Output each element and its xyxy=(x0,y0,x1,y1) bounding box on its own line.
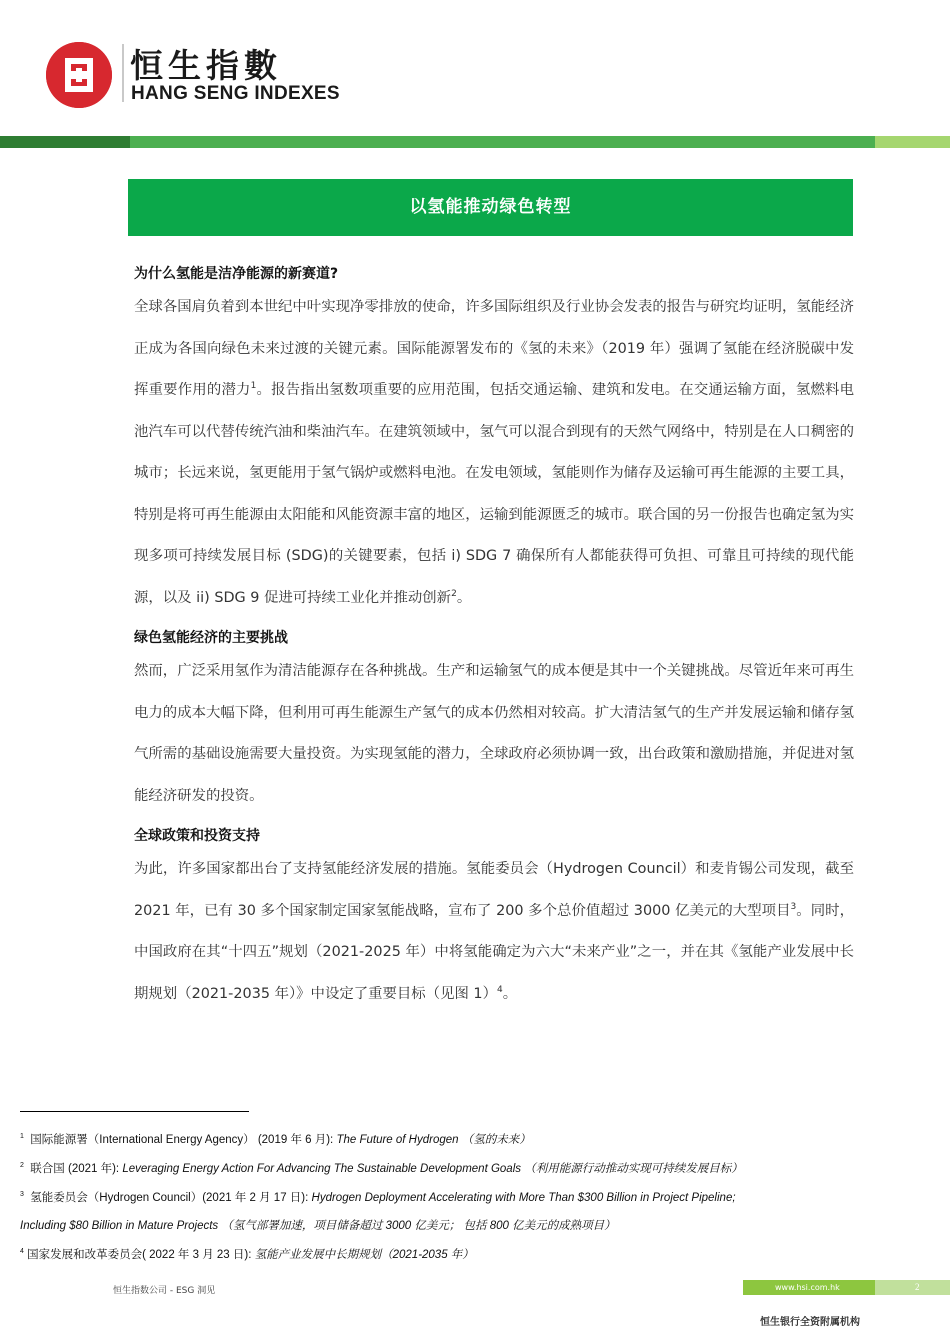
footnote-3: $^3$ 氢能委员会（Hydrogen Council）(2021 年 2 月 17 日): Hydrogen Deployment Accelerating with More Than $300 Billion in Project Pipeline; xyxy=(20,1191,736,1204)
footnote-ref[interactable]: 4 xyxy=(496,984,503,995)
section-heading: 全球政策和投资支持 xyxy=(134,828,260,844)
footer-url-link[interactable]: www.hsi.com.hk xyxy=(743,1280,875,1295)
footnote-2: $^2$ 联合国 (2021 年): Leveraging Energy Action For Advancing The Sustainable Development Goals （利用能源行动推动实现可持续发展目标） xyxy=(20,1162,743,1175)
section-heading: 绿色氢能经济的主要挑战 xyxy=(134,630,288,646)
article-body xyxy=(134,255,854,1015)
footer-affiliation: 恒生银行全资附属机构 xyxy=(760,1317,860,1328)
hang-seng-logo-icon xyxy=(46,42,112,108)
section-paragraph: 全球各国肩负着到本世纪中叶实现净零排放的使命，许多国际组织及行业协会发表的报告与研究均证明，氢能经济正成为各国向绿色未来过渡的关键元素。国际能源署发布的《氢的未来》（2019 年）强调了氢能在经济脱碳中发挥重要作用的潜力$^1$。报告指出氢数项重要的应用范围，包括交通运输、建筑和发电。在交通运输方面，氢燃料电池汽车可以代替传统汽油和柴油汽车。在建筑领域中，氢气可以混合到现有的天然气网络中，特别是在人口稠密的城市；长远来说，氢更能用于氢气锅炉或燃料电池。在发电领域，氢能则作为储存及运输可再生能源的主要工具，特别是将可再生能源由太阳能和风能资源丰富的地区，运输到能源匮乏的城市。联合国的另一份报告也确定氢为实现多项可持续发展目标 (SDG)的关键要素，包括 i) SDG 7 确保所有人都能获得可负担、可靠且可持续的现代能源，以及 ii) SDG 9 促进可持续工业化并推动创新$^2$。 xyxy=(134,299,854,606)
footnote-3-continued: Including $80 Billion in Mature Projects （氢气部署加速，项目储备超过 3000 亿美元； 包括 800 亿美元的成熟项目） xyxy=(20,1220,616,1232)
header-stripe-light xyxy=(875,136,950,148)
header-stripe-mid xyxy=(130,136,875,148)
footnote-ref[interactable]: 1 xyxy=(250,381,257,392)
section-paragraph: 然而，广泛采用氢作为清洁能源存在各种挑战。生产和运输氢气的成本便是其中一个关键挑战。尽管近年来可再生电力的成本大幅下降，但利用可再生能源生产氢气的成本仍然相对较高。扩大清洁氢气的生产并发展运输和储存氢气所需的基础设施需要大量投资。为实现氢能的潜力，全球政府必须协调一致，出台政策和激励措施，并促进对氢能经济研发的投资。 xyxy=(134,663,854,804)
footnote-ref[interactable]: 3 xyxy=(790,901,797,912)
page-title: 以氢能推动绿色转型 xyxy=(128,179,853,236)
footnote-4: $^4$ 国家发展和改革委员会( 2022 年 3 月 23 日): 氢能产业发展中长期规划（2021-2035 年） xyxy=(20,1248,474,1261)
section-paragraph: 为此，许多国家都出台了支持氢能经济发展的措施。氢能委员会（Hydrogen Council）和麦肯锡公司发现，截至 2021 年，已有 30 多个国家制定国家氢能战略，宣布了 200 多个总价值超过 3000 亿美元的大型项目$^3$。同时，中国政府在其“十四五”规划（2021-2025 年）中将氢能确定为六大“未来产业”之一，并在其《氢能产业发展中长期规划（2021-2035 年）》中设定了重要目标（见图 1）$^4$。 xyxy=(134,861,854,1002)
logo-divider xyxy=(122,44,124,102)
page-number: 2 xyxy=(875,1280,950,1295)
footnote-divider xyxy=(20,1111,249,1112)
hang-seng-logo xyxy=(46,42,112,108)
footnote-ref[interactable]: 2 xyxy=(451,588,457,599)
header-stripe-dark xyxy=(0,136,130,148)
brand-name-chinese: 恒生指數 xyxy=(130,46,282,85)
footer-publisher: 恒生指数公司 - ESG 洞见 xyxy=(113,1286,216,1296)
brand-name-english: HANG SENG INDEXES xyxy=(131,83,340,104)
footnote-1: $^1$ 国际能源署（International Energy Agency） (2019 年 6 月): The Future of Hydrogen （氢的未来） xyxy=(20,1133,531,1146)
section-heading: 为什么氢能是洁净能源的新赛道? xyxy=(134,266,339,282)
